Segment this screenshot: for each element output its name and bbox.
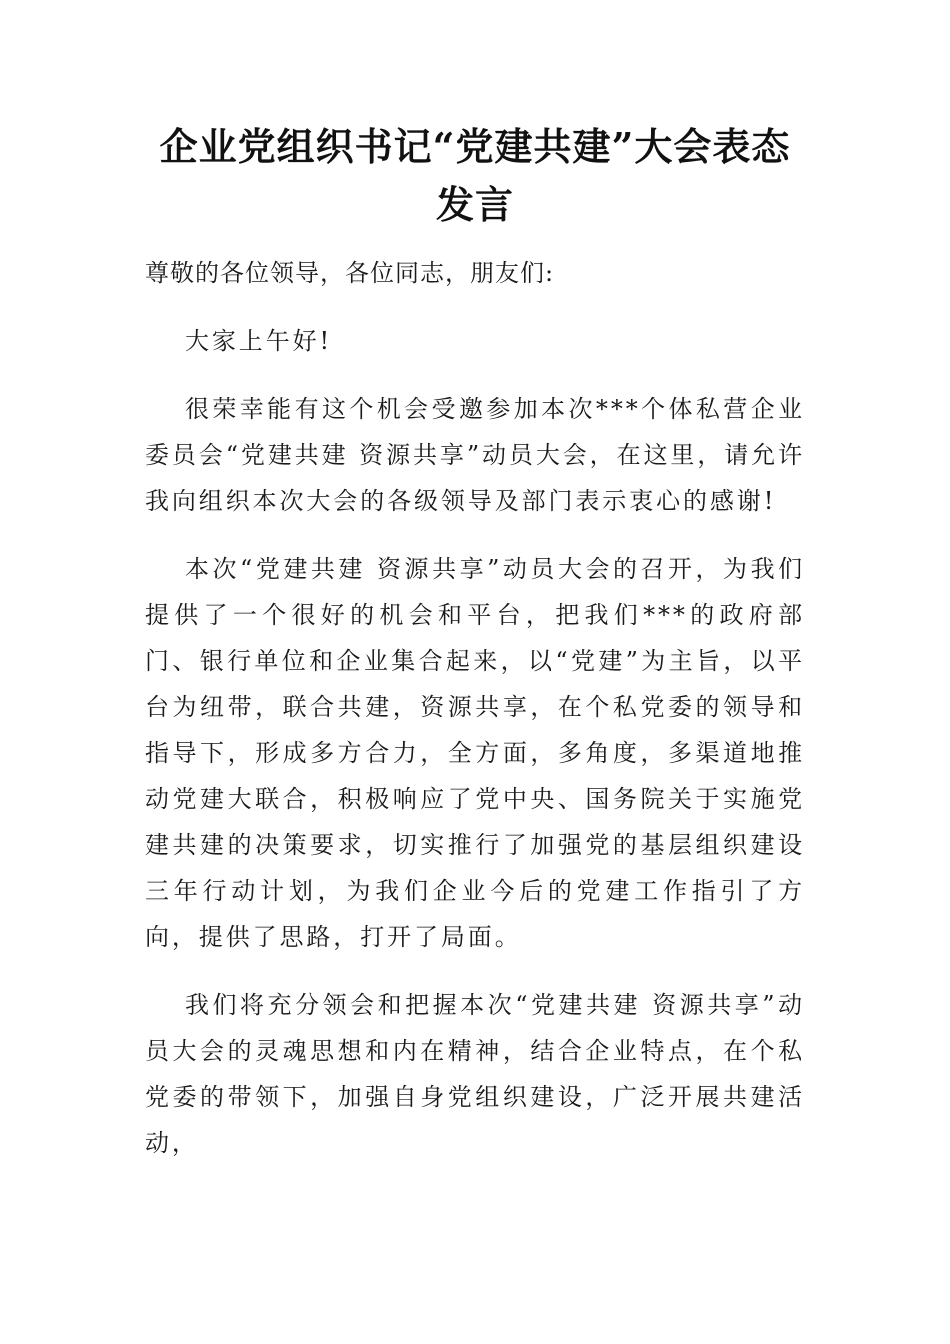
- document-body: [145, 250, 805, 1188]
- paragraph-greeting: 大家上午好!: [185, 327, 333, 355]
- paragraph-thanks: 很荣幸能有这个机会受邀参加本次***个体私营企业委员会“党建共建 资源共享”动员大会，在这里，请允许我向组织本次大会的各级领导及部门表示衷心的感谢!: [145, 395, 805, 515]
- paragraph-significance: 本次“党建共建 资源共享”动员大会的召开，为我们提供了一个很好的机会和平台，把我们***的政府部门、银行单位和企业集合起来，以“党建”为主旨，以平台为纽带，联合共建，资源共享，在个私党委的领导和指导下，形成多方合力，全方面，多角度，多渠道地推动党建大联合，积极响应了党中央、国务院关于实施党建共建的决策要求，切实推行了加强党的基层组织建设三年行动计划，为我们企业今后的党建工作指引了方向，提供了思路，打开了局面。: [145, 555, 805, 951]
- salutation: 尊敬的各位领导，各位同志，朋友们:: [145, 259, 555, 287]
- paragraph-commitment: 我们将充分领会和把握本次“党建共建 资源共享”动员大会的灵魂思想和内在精神，结合企业特点，在个私党委的带领下，加强自身党组织建设，广泛开展共建活动，: [145, 991, 805, 1157]
- document-title: 企业党组织书记“党建共建”大会表态发言: [159, 124, 791, 227]
